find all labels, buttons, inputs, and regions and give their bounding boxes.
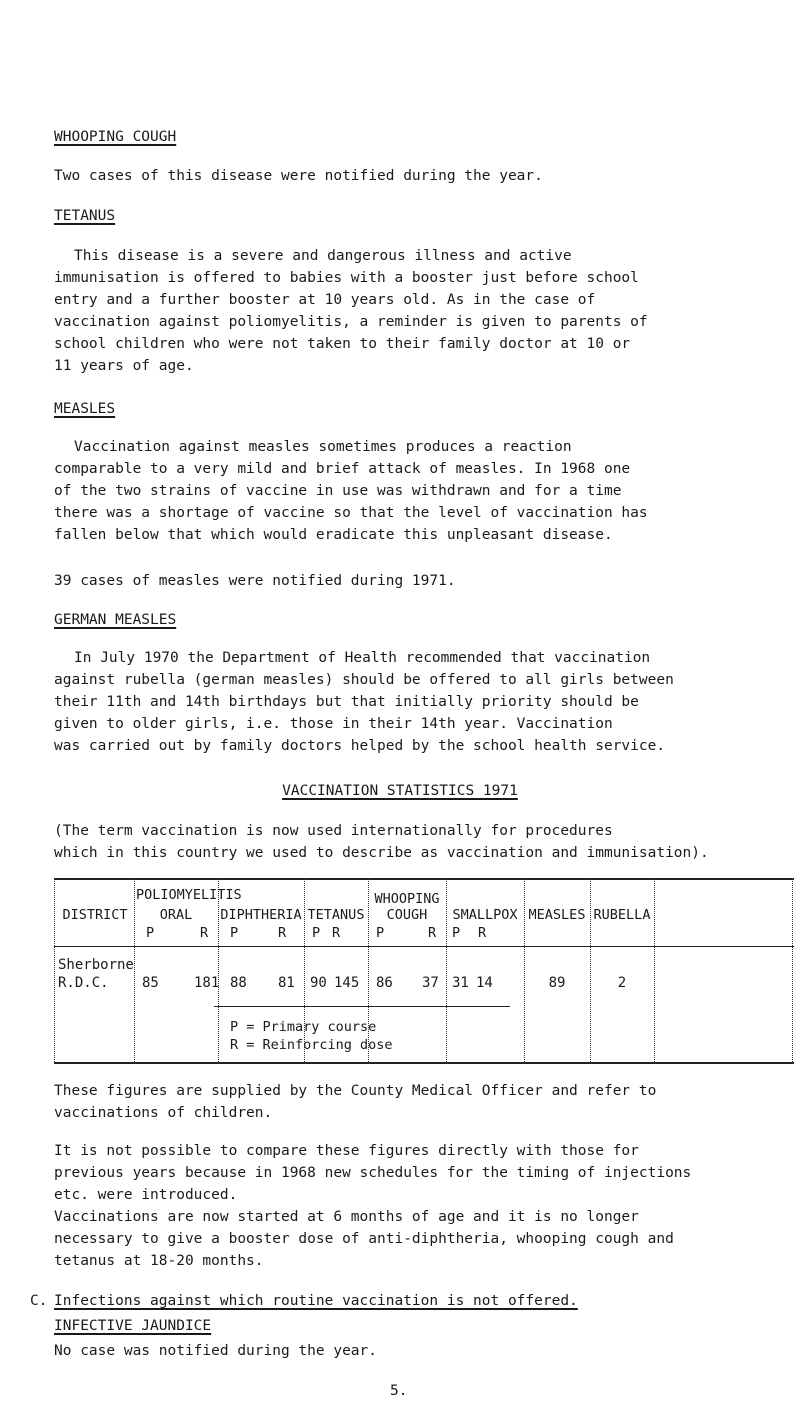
heading-infections-not-vaccinated: Infections against which routine vaccination is not offered. bbox=[54, 1293, 578, 1309]
heading-tetanus: TETANUS bbox=[54, 208, 116, 224]
table-border bbox=[54, 878, 55, 1064]
smallpox-primary-value: 31 bbox=[452, 975, 469, 991]
table-rule-top bbox=[54, 878, 794, 880]
heading-german-measles: GERMAN MEASLES bbox=[54, 612, 177, 628]
rubella-value: 2 bbox=[617, 975, 627, 991]
measles-cases: 39 cases of measles were notified during 1971. bbox=[54, 573, 456, 589]
text-line: fallen below that which would eradicate this unpleasant disease. bbox=[54, 527, 613, 543]
jaundice-text: No case was notified during the year. bbox=[54, 1343, 378, 1359]
text-line: which in this country we used to describe as vaccination and immunisation). bbox=[54, 845, 709, 861]
district-name: Sherborne bbox=[58, 957, 134, 973]
header-rubella: RUBELLA bbox=[593, 907, 651, 923]
page-number: 5. bbox=[390, 1383, 408, 1399]
text-line: etc. were introduced. bbox=[54, 1187, 238, 1203]
text-line: comparable to a very mild and brief attack of measles. In 1968 one bbox=[54, 461, 631, 477]
text-line: given to older girls, i.e. those in their 14th year. Vaccination bbox=[54, 716, 613, 732]
tetanus-primary-value: 90 bbox=[310, 975, 327, 991]
text-line: against rubella (german measles) should be offered to all girls between bbox=[54, 672, 674, 688]
text-line: vaccinations of children. bbox=[54, 1105, 273, 1121]
legend-reinforcing: R = Reinforcing dose bbox=[230, 1037, 393, 1053]
measles-value: 89 bbox=[548, 975, 566, 991]
header-tetanus: TETANUS bbox=[307, 907, 365, 923]
tetanus-paragraph bbox=[54, 245, 648, 377]
vaccination-table bbox=[54, 878, 794, 1064]
stats-note bbox=[54, 820, 709, 864]
legend-primary: P = Primary course bbox=[230, 1019, 377, 1035]
table-rule-bottom bbox=[54, 1062, 794, 1064]
table-divider bbox=[654, 878, 655, 1064]
text-line: This disease is a severe and dangerous illness and active bbox=[74, 248, 572, 264]
polio-reinforcing-value: 181 bbox=[194, 975, 220, 991]
text-line: was carried out by family doctors helped by the school health service. bbox=[54, 738, 666, 754]
district-name-suffix: R.D.C. bbox=[58, 975, 109, 991]
whooping-text: Two cases of this disease were notified during the year. bbox=[54, 168, 543, 184]
text-line: Vaccinations are now started at 6 months of age and it is no longer bbox=[54, 1209, 639, 1225]
text-line: there was a shortage of vaccine so that the level of vaccination has bbox=[54, 505, 648, 521]
text-line: 11 years of age. bbox=[54, 358, 194, 374]
header-smallpox: SMALLPOX bbox=[452, 907, 518, 923]
text-line: It is not possible to compare these figures directly with those for bbox=[54, 1143, 639, 1159]
text-line: vaccination against poliomyelitis, a reminder is given to parents of bbox=[54, 314, 648, 330]
text-line: entry and a further booster at 10 years old. As in the case of bbox=[54, 292, 596, 308]
header-diph-r: R bbox=[278, 925, 287, 941]
text-line: In July 1970 the Department of Health recommended that vaccination bbox=[74, 650, 651, 666]
text-line: of the two strains of vaccine in use was withdrawn and for a time bbox=[54, 483, 622, 499]
header-tet-p: P bbox=[312, 925, 321, 941]
header-cough: COUGH bbox=[386, 907, 428, 923]
table-border bbox=[792, 878, 793, 1064]
heading-vaccination-statistics: VACCINATION STATISTICS 1971 bbox=[282, 783, 518, 799]
header-diphtheria: DIPHTHERIA bbox=[220, 907, 302, 923]
header-whoop-p: P bbox=[376, 925, 385, 941]
diphtheria-reinforcing-value: 81 bbox=[278, 975, 295, 991]
section-marker-c: C. bbox=[30, 1293, 48, 1309]
header-oral: ORAL bbox=[159, 907, 193, 923]
heading-measles: MEASLES bbox=[54, 401, 116, 417]
table-rule-sub bbox=[214, 1006, 510, 1007]
header-small-p: P bbox=[452, 925, 461, 941]
header-small-r: R bbox=[478, 925, 487, 941]
text-line: necessary to give a booster dose of anti-diphtheria, whooping cough and bbox=[54, 1231, 674, 1247]
text-line: their 11th and 14th birthdays but that initially priority should be bbox=[54, 694, 639, 710]
text-line: immunisation is offered to babies with a booster just before school bbox=[54, 270, 639, 286]
text-line: Vaccination against measles sometimes produces a reaction bbox=[74, 439, 572, 455]
text-line: tetanus at 18-20 months. bbox=[54, 1253, 264, 1269]
whooping-primary-value: 86 bbox=[376, 975, 393, 991]
header-polio-r: R bbox=[200, 925, 209, 941]
header-poliomyelitis: POLIOMYELITIS bbox=[136, 887, 242, 903]
header-whoop-r: R bbox=[428, 925, 437, 941]
german-measles-paragraph bbox=[54, 647, 674, 757]
text-line: school children who were not taken to their family doctor at 10 or bbox=[54, 336, 631, 352]
diphtheria-primary-value: 88 bbox=[230, 975, 247, 991]
source-note bbox=[54, 1080, 656, 1124]
measles-paragraph bbox=[54, 436, 648, 546]
text-line: previous years because in 1968 new schedules for the timing of injections bbox=[54, 1165, 692, 1181]
smallpox-reinforcing-value: 14 bbox=[476, 975, 493, 991]
header-polio-p: P bbox=[146, 925, 155, 941]
polio-primary-value: 85 bbox=[142, 975, 159, 991]
heading-infective-jaundice: INFECTIVE JAUNDICE bbox=[54, 1318, 212, 1334]
header-tet-r: R bbox=[332, 925, 341, 941]
comparison-paragraph bbox=[54, 1140, 691, 1272]
text-line: (The term vaccination is now used internationally for procedures bbox=[54, 823, 613, 839]
header-whooping: WHOOPING bbox=[374, 891, 440, 907]
header-diph-p: P bbox=[230, 925, 239, 941]
table-rule-header bbox=[54, 946, 794, 947]
header-measles: MEASLES bbox=[528, 907, 586, 923]
header-district: DISTRICT bbox=[62, 907, 128, 923]
text-line: These figures are supplied by the County Medical Officer and refer to bbox=[54, 1083, 657, 1099]
tetanus-reinforcing-value: 145 bbox=[334, 975, 360, 991]
whooping-reinforcing-value: 37 bbox=[422, 975, 439, 991]
heading-whooping-cough: WHOOPING COUGH bbox=[54, 129, 177, 145]
